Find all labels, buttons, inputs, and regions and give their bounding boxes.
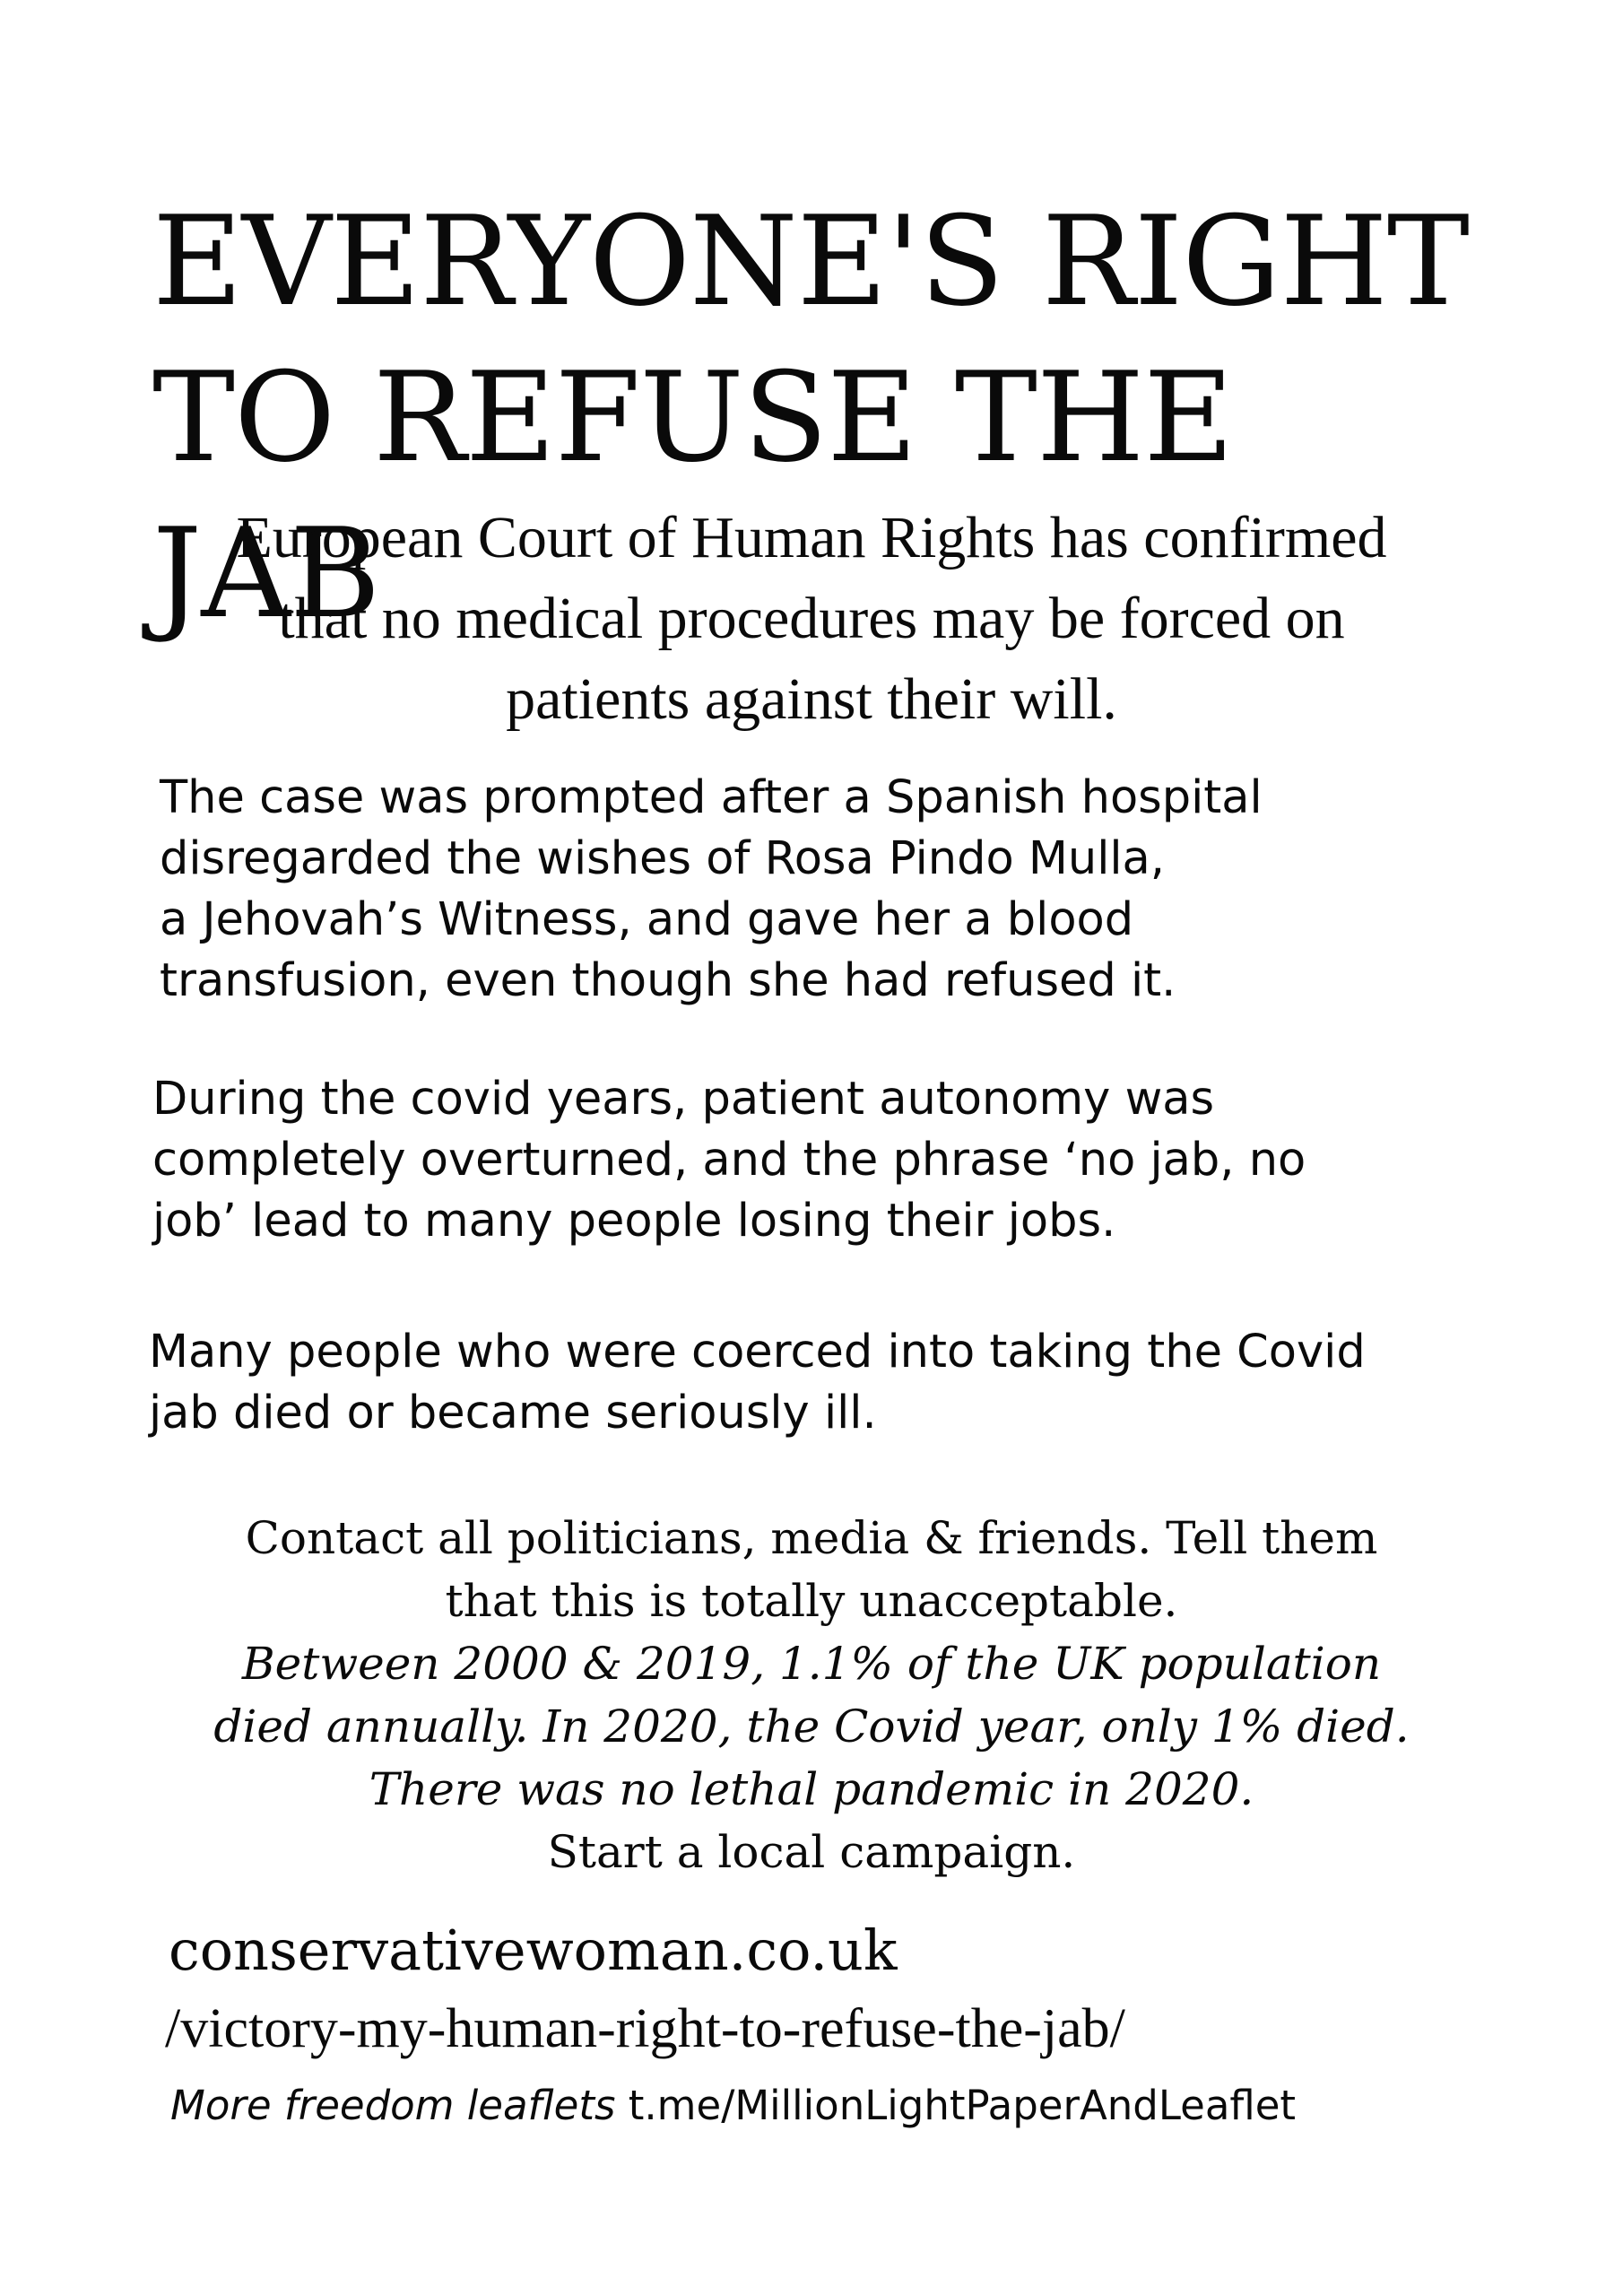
covid-years-line-3: job’ lead to many people losing their jobs. xyxy=(152,1195,1116,1248)
contact-line-2: that this is totally unacceptable. xyxy=(445,1575,1178,1627)
source-path: /victory-my-human-right-to-refuse-the-jab/ xyxy=(165,1998,1125,2059)
footer-label: More freedom leaflets xyxy=(170,2082,616,2129)
contact-block xyxy=(135,1507,1488,1883)
covid-years-paragraph xyxy=(152,1069,1480,1252)
case-line-1: The case was prompted after a Spanish hospital xyxy=(160,771,1263,824)
coerced-paragraph xyxy=(149,1322,1512,1444)
subtitle-line-1: European Court of Human Rights has confirmed xyxy=(236,505,1387,570)
statistic-line-3: There was no lethal pandemic in 2020. xyxy=(369,1763,1254,1815)
coerced-line-2: jab died or became seriously ill. xyxy=(149,1387,877,1439)
covid-years-line-2: completely overturned, and the phrase ‘no jab, no xyxy=(152,1134,1306,1187)
contact-line-1: Contact all politicians, media & friends. Tell them xyxy=(245,1512,1378,1564)
covid-years-line-1: During the covid years, patient autonomy was xyxy=(152,1073,1215,1126)
statistic-line-1: Between 2000 & 2019, 1.1% of the UK population xyxy=(241,1638,1382,1690)
case-paragraph xyxy=(160,768,1487,1012)
statistic-line-2: died annually. In 2020, the Covid year, only 1% died. xyxy=(213,1700,1410,1752)
subtitle-line-2: that no medical procedures may be forced on xyxy=(278,586,1345,651)
title-line-2: TO REFUSE THE JAB xyxy=(152,345,1234,646)
case-line-2: disregarded the wishes of Rosa Pindo Mulla, xyxy=(160,832,1166,885)
title-line-1: EVERYONE'S RIGHT xyxy=(152,189,1469,334)
footer-link: t.me/MillionLightPaperAndLeaflet xyxy=(628,2082,1297,2129)
case-line-4: transfusion, even though she had refused it. xyxy=(160,954,1176,1007)
case-line-3: a Jehovah’s Witness, and gave her a blood xyxy=(160,893,1134,946)
coerced-line-1: Many people who were coerced into taking the Covid xyxy=(149,1326,1366,1378)
footer-line xyxy=(170,2079,1296,2133)
leaflet-subtitle xyxy=(135,498,1488,740)
contact-line-3: Start a local campaign. xyxy=(547,1826,1076,1878)
subtitle-line-3: patients against their will. xyxy=(506,666,1117,732)
source-domain: conservativewoman.co.uk xyxy=(169,1918,898,1983)
